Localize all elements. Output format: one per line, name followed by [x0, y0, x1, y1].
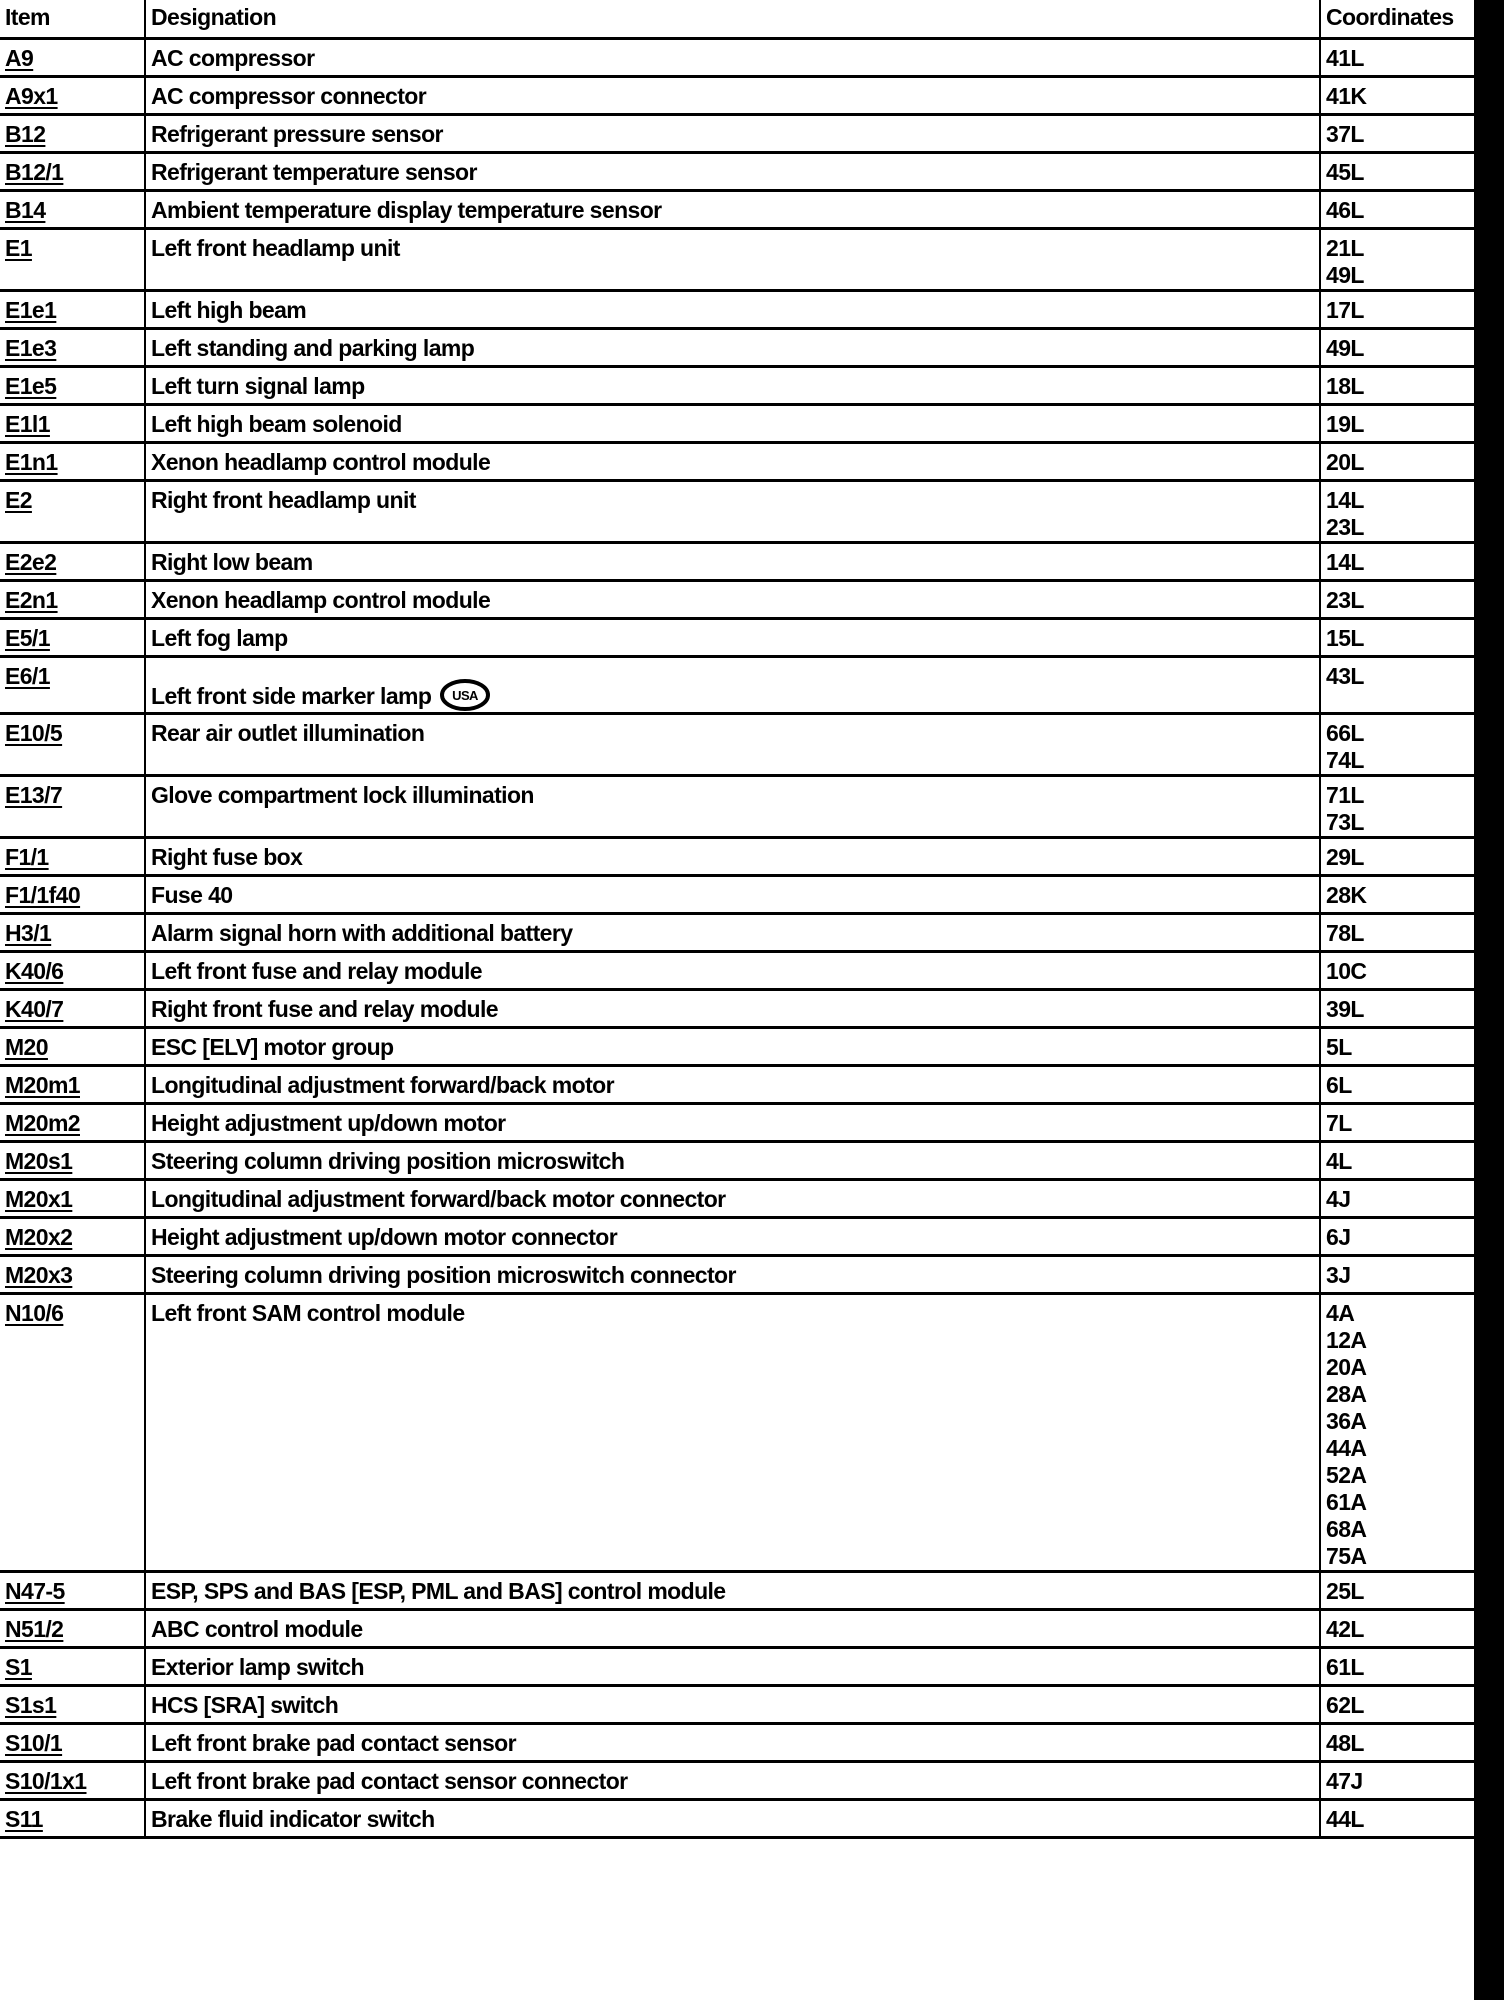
table-row — [0, 152, 1474, 190]
header-designation: Designation — [145, 0, 1320, 38]
item-cell — [0, 1685, 145, 1723]
item-cell — [0, 1103, 145, 1141]
table-row — [0, 542, 1474, 580]
coordinates-cell — [1320, 713, 1474, 775]
coordinates-cell — [1320, 366, 1474, 404]
header-coordinates: Coordinates — [1320, 0, 1474, 38]
designation-text: ABC control module — [151, 1615, 363, 1642]
table-row — [0, 1685, 1474, 1723]
coordinates-cell — [1320, 913, 1474, 951]
item-cell — [0, 190, 145, 228]
table-row — [0, 1609, 1474, 1647]
item-link[interactable]: E1e1 — [5, 296, 57, 323]
coordinate-value: 73L — [1326, 808, 1364, 835]
coordinates-cell — [1320, 1255, 1474, 1293]
table-row — [0, 442, 1474, 480]
coordinates-cell — [1320, 1685, 1474, 1723]
item-cell — [0, 1293, 145, 1571]
table-row — [0, 328, 1474, 366]
coordinates-cell — [1320, 1141, 1474, 1179]
coordinates-cell — [1320, 190, 1474, 228]
designation-cell — [145, 1799, 1320, 1837]
item-cell — [0, 875, 145, 913]
designation-text: Left front SAM control module — [151, 1299, 465, 1326]
coordinates-cell — [1320, 656, 1474, 713]
designation-cell — [145, 1293, 1320, 1571]
item-link[interactable]: E1l1 — [5, 410, 50, 437]
designation-text: Xenon headlamp control module — [151, 448, 491, 475]
coordinate-value: 14L — [1326, 486, 1364, 513]
designation-text: Left front brake pad contact sensor — [151, 1729, 516, 1756]
item-link[interactable]: E2n1 — [5, 586, 58, 613]
designation-cell — [145, 290, 1320, 328]
designation-cell — [145, 837, 1320, 875]
item-cell — [0, 580, 145, 618]
item-link[interactable]: M20s1 — [5, 1147, 73, 1174]
coordinates-cell — [1320, 1103, 1474, 1141]
coordinate-value: 74L — [1326, 746, 1364, 773]
coordinate-value: 25L — [1326, 1577, 1364, 1604]
designation-text: Xenon headlamp control module — [151, 586, 491, 613]
coordinate-value: 45L — [1326, 158, 1364, 185]
coordinate-value: 23L — [1326, 586, 1364, 613]
coordinate-value: 6J — [1326, 1223, 1351, 1250]
item-cell — [0, 290, 145, 328]
designation-text: Steering column driving position microswitch — [151, 1147, 625, 1174]
designation-text: Right front headlamp unit — [151, 486, 416, 513]
coordinate-value: 46L — [1326, 196, 1364, 223]
coordinate-value: 29L — [1326, 843, 1364, 870]
item-link[interactable]: K40/6 — [5, 957, 64, 984]
coordinates-cell — [1320, 1571, 1474, 1609]
table-row — [0, 1761, 1474, 1799]
coordinate-value: 61L — [1326, 1653, 1364, 1680]
coordinates-cell — [1320, 1027, 1474, 1065]
designation-cell — [145, 190, 1320, 228]
coordinate-value: 14L — [1326, 548, 1364, 575]
designation-text: Refrigerant temperature sensor — [151, 158, 477, 185]
designation-cell — [145, 366, 1320, 404]
designation-cell — [145, 1761, 1320, 1799]
item-cell — [0, 228, 145, 290]
coordinates-cell — [1320, 1647, 1474, 1685]
coordinate-value: 49L — [1326, 334, 1364, 361]
coordinate-value: 66L — [1326, 719, 1364, 746]
item-link[interactable]: M20x1 — [5, 1185, 73, 1212]
coordinate-value: 4A — [1326, 1299, 1355, 1326]
usa-version-icon — [439, 678, 491, 712]
table-row — [0, 1799, 1474, 1837]
coordinate-value: 37L — [1326, 120, 1364, 147]
item-link[interactable]: B12/1 — [5, 158, 64, 185]
coordinate-value: 3J — [1326, 1261, 1351, 1288]
designation-text: Left front side marker lamp — [151, 682, 432, 709]
item-link[interactable]: S10/1x1 — [5, 1767, 87, 1794]
designation-cell — [145, 1217, 1320, 1255]
coordinate-value: 21L — [1326, 234, 1364, 261]
coordinates-cell — [1320, 1293, 1474, 1571]
coordinate-value: 43L — [1326, 662, 1364, 689]
item-link[interactable]: N51/2 — [5, 1615, 64, 1642]
table-row — [0, 1723, 1474, 1761]
item-cell — [0, 1141, 145, 1179]
table-row — [0, 837, 1474, 875]
item-cell — [0, 480, 145, 542]
item-link[interactable]: N47-5 — [5, 1577, 65, 1604]
coordinates-cell — [1320, 38, 1474, 76]
coordinates-cell — [1320, 228, 1474, 290]
item-cell — [0, 1647, 145, 1685]
coordinate-value: 44L — [1326, 1805, 1364, 1832]
coordinate-value: 61A — [1326, 1488, 1367, 1515]
item-cell — [0, 1723, 145, 1761]
item-cell — [0, 152, 145, 190]
coordinates-cell — [1320, 442, 1474, 480]
designation-cell — [145, 580, 1320, 618]
item-cell — [0, 989, 145, 1027]
item-link[interactable]: E5/1 — [5, 624, 50, 651]
coordinate-value: 15L — [1326, 624, 1364, 651]
table-row — [0, 1027, 1474, 1065]
designation-text: Left front fuse and relay module — [151, 957, 482, 984]
designation-cell — [145, 775, 1320, 837]
table-row — [0, 913, 1474, 951]
designation-text: Left fog lamp — [151, 624, 288, 651]
coordinate-value: 39L — [1326, 995, 1364, 1022]
item-cell — [0, 1179, 145, 1217]
table-row — [0, 1647, 1474, 1685]
designation-cell — [145, 1141, 1320, 1179]
item-link[interactable]: E1e5 — [5, 372, 57, 399]
item-cell — [0, 1571, 145, 1609]
table-row — [0, 190, 1474, 228]
coordinate-value: 20A — [1326, 1353, 1367, 1380]
coordinates-cell — [1320, 480, 1474, 542]
table-row — [0, 1293, 1474, 1571]
designation-text: AC compressor connector — [151, 82, 427, 109]
item-link[interactable]: B12 — [5, 120, 46, 147]
coordinate-value: 71L — [1326, 781, 1364, 808]
coordinates-cell — [1320, 951, 1474, 989]
coordinates-cell — [1320, 1723, 1474, 1761]
coordinate-value: 78L — [1326, 919, 1364, 946]
designation-text: Alarm signal horn with additional battery — [151, 919, 573, 946]
item-link[interactable]: M20x3 — [5, 1261, 73, 1288]
coordinates-cell — [1320, 618, 1474, 656]
designation-cell — [145, 480, 1320, 542]
item-cell — [0, 328, 145, 366]
header-item: Item — [0, 0, 145, 38]
item-cell — [0, 1065, 145, 1103]
coordinates-cell — [1320, 837, 1474, 875]
item-link[interactable]: K40/7 — [5, 995, 64, 1022]
coordinates-cell — [1320, 989, 1474, 1027]
table-row — [0, 1065, 1474, 1103]
table-row — [0, 76, 1474, 114]
coordinate-value: 52A — [1326, 1461, 1367, 1488]
designation-text: Longitudinal adjustment forward/back motor connector — [151, 1185, 726, 1212]
designation-cell — [145, 1179, 1320, 1217]
table-body — [0, 38, 1474, 1837]
designation-text: Height adjustment up/down motor — [151, 1109, 506, 1136]
item-link[interactable]: A9 — [5, 44, 34, 71]
item-link[interactable]: H3/1 — [5, 919, 52, 946]
coordinates-cell — [1320, 1179, 1474, 1217]
table-row — [0, 480, 1474, 542]
item-link[interactable]: N10/6 — [5, 1299, 64, 1326]
coordinate-value: 4J — [1326, 1185, 1351, 1212]
item-cell — [0, 656, 145, 713]
designation-text: Left high beam solenoid — [151, 410, 402, 437]
item-link[interactable]: E1n1 — [5, 448, 58, 475]
designation-cell — [145, 656, 1320, 713]
coordinate-value: 7L — [1326, 1109, 1352, 1136]
coordinate-value: 68A — [1326, 1515, 1367, 1542]
designation-text: Ambient temperature display temperature sensor — [151, 196, 662, 223]
item-cell — [0, 114, 145, 152]
item-cell — [0, 618, 145, 656]
coordinates-cell — [1320, 1761, 1474, 1799]
designation-text: Fuse 40 — [151, 881, 233, 908]
designation-text: ESP, SPS and BAS [ESP, PML and BAS] control module — [151, 1577, 726, 1604]
table-row — [0, 875, 1474, 913]
item-link[interactable]: B14 — [5, 196, 46, 223]
coordinate-value: 20L — [1326, 448, 1364, 475]
coordinate-value: 49L — [1326, 261, 1364, 288]
item-cell — [0, 404, 145, 442]
table-row — [0, 404, 1474, 442]
item-link[interactable]: E1 — [5, 234, 32, 261]
designation-text: Glove compartment lock illumination — [151, 781, 534, 808]
table-row — [0, 713, 1474, 775]
item-cell — [0, 1027, 145, 1065]
designation-cell — [145, 1027, 1320, 1065]
coordinate-value: 44A — [1326, 1434, 1367, 1461]
item-link[interactable]: F1/1f40 — [5, 881, 81, 908]
item-link[interactable]: S1s1 — [5, 1691, 57, 1718]
usa-badge-label: USA — [452, 687, 479, 703]
coordinates-cell — [1320, 580, 1474, 618]
coordinate-value: 17L — [1326, 296, 1364, 323]
designation-cell — [145, 152, 1320, 190]
coordinate-value: 6L — [1326, 1071, 1352, 1098]
coordinates-cell — [1320, 1217, 1474, 1255]
designation-cell — [145, 1723, 1320, 1761]
coordinates-cell — [1320, 1609, 1474, 1647]
designation-text: Height adjustment up/down motor connector — [151, 1223, 618, 1250]
designation-cell — [145, 1609, 1320, 1647]
coordinates-cell — [1320, 114, 1474, 152]
coordinate-value: 36A — [1326, 1407, 1367, 1434]
item-cell — [0, 1609, 145, 1647]
designation-cell — [145, 951, 1320, 989]
coordinates-cell — [1320, 1799, 1474, 1837]
designation-text: Longitudinal adjustment forward/back motor — [151, 1071, 614, 1098]
coordinates-cell — [1320, 775, 1474, 837]
coordinate-value: 41L — [1326, 44, 1364, 71]
coordinates-cell — [1320, 875, 1474, 913]
item-cell — [0, 951, 145, 989]
coordinate-value: 28K — [1326, 881, 1367, 908]
designation-cell — [145, 1571, 1320, 1609]
page-edge-bar — [1474, 0, 1504, 2000]
coordinates-cell — [1320, 542, 1474, 580]
designation-cell — [145, 618, 1320, 656]
item-cell — [0, 366, 145, 404]
item-link[interactable]: S11 — [5, 1805, 43, 1832]
item-link[interactable]: E6/1 — [5, 662, 50, 689]
item-link[interactable]: F1/1 — [5, 843, 49, 870]
coordinates-cell — [1320, 76, 1474, 114]
designation-cell — [145, 404, 1320, 442]
designation-cell — [145, 38, 1320, 76]
coordinate-value: 5L — [1326, 1033, 1352, 1060]
designation-text: Steering column driving position microswitch connector — [151, 1261, 736, 1288]
item-cell — [0, 775, 145, 837]
item-cell — [0, 913, 145, 951]
designation-text: Brake fluid indicator switch — [151, 1805, 435, 1832]
coordinates-cell — [1320, 290, 1474, 328]
table-row — [0, 228, 1474, 290]
designation-text: Left high beam — [151, 296, 307, 323]
table-row — [0, 580, 1474, 618]
designation-cell — [145, 1065, 1320, 1103]
table-row — [0, 1179, 1474, 1217]
item-link[interactable]: E2 — [5, 486, 32, 513]
item-link[interactable]: M20m1 — [5, 1071, 80, 1098]
coordinate-value: 28A — [1326, 1380, 1367, 1407]
table-row — [0, 1141, 1474, 1179]
designation-cell — [145, 913, 1320, 951]
designation-text: Rear air outlet illumination — [151, 719, 425, 746]
designation-text: Left standing and parking lamp — [151, 334, 475, 361]
designation-text: ESC [ELV] motor group — [151, 1033, 394, 1060]
coordinate-value: 48L — [1326, 1729, 1364, 1756]
designation-text: Left front brake pad contact sensor connector — [151, 1767, 628, 1794]
designation-text: Right fuse box — [151, 843, 303, 870]
coordinates-cell — [1320, 404, 1474, 442]
designation-text: Right low beam — [151, 548, 313, 575]
table-row — [0, 775, 1474, 837]
coordinate-value: 23L — [1326, 513, 1364, 540]
item-cell — [0, 837, 145, 875]
item-link[interactable]: E1e3 — [5, 334, 57, 361]
designation-cell — [145, 228, 1320, 290]
coordinate-value: 4L — [1326, 1147, 1352, 1174]
designation-text: Left front headlamp unit — [151, 234, 400, 261]
designation-text: Exterior lamp switch — [151, 1653, 364, 1680]
designation-text: AC compressor — [151, 44, 315, 71]
coordinate-value: 19L — [1326, 410, 1364, 437]
item-cell — [0, 1255, 145, 1293]
table-row — [0, 656, 1474, 713]
item-link[interactable]: E13/7 — [5, 781, 63, 808]
designation-cell — [145, 713, 1320, 775]
table-row — [0, 366, 1474, 404]
coordinate-value: 41K — [1326, 82, 1367, 109]
designation-cell — [145, 1255, 1320, 1293]
coordinate-value: 18L — [1326, 372, 1364, 399]
item-cell — [0, 713, 145, 775]
item-link[interactable]: A9x1 — [5, 82, 58, 109]
coordinate-value: 47J — [1326, 1767, 1363, 1794]
designation-text: Left turn signal lamp — [151, 372, 365, 399]
item-link[interactable]: S10/1 — [5, 1729, 63, 1756]
item-link[interactable]: M20m2 — [5, 1109, 80, 1136]
coordinate-value: 75A — [1326, 1542, 1367, 1569]
designation-cell — [145, 76, 1320, 114]
table-row — [0, 618, 1474, 656]
coordinate-value: 10C — [1326, 957, 1367, 984]
item-link[interactable]: S1 — [5, 1653, 32, 1680]
item-link[interactable]: M20 — [5, 1033, 48, 1060]
item-cell — [0, 442, 145, 480]
coordinates-cell — [1320, 152, 1474, 190]
designation-cell — [145, 1685, 1320, 1723]
designation-cell — [145, 114, 1320, 152]
designation-cell — [145, 1647, 1320, 1685]
header-row — [0, 0, 1474, 38]
item-link[interactable]: M20x2 — [5, 1223, 73, 1250]
coordinate-value: 12A — [1326, 1326, 1367, 1353]
coordinates-cell — [1320, 1065, 1474, 1103]
table-row — [0, 989, 1474, 1027]
designation-cell — [145, 989, 1320, 1027]
table-row — [0, 114, 1474, 152]
table-row — [0, 1571, 1474, 1609]
item-cell — [0, 1761, 145, 1799]
table-row — [0, 38, 1474, 76]
item-link[interactable]: E10/5 — [5, 719, 63, 746]
designation-cell — [145, 875, 1320, 913]
item-cell — [0, 76, 145, 114]
coordinate-value: 62L — [1326, 1691, 1364, 1718]
designation-cell — [145, 542, 1320, 580]
table-row — [0, 1103, 1474, 1141]
item-link[interactable]: E2e2 — [5, 548, 57, 575]
table-row — [0, 1255, 1474, 1293]
coordinate-value: 42L — [1326, 1615, 1364, 1642]
designation-text: Right front fuse and relay module — [151, 995, 498, 1022]
designation-text: HCS [SRA] switch — [151, 1691, 339, 1718]
designation-cell — [145, 1103, 1320, 1141]
item-cell — [0, 1799, 145, 1837]
table-row — [0, 1217, 1474, 1255]
item-cell — [0, 1217, 145, 1255]
table-row — [0, 951, 1474, 989]
item-cell — [0, 38, 145, 76]
table-row — [0, 290, 1474, 328]
designation-cell — [145, 442, 1320, 480]
item-cell — [0, 542, 145, 580]
designation-text: Refrigerant pressure sensor — [151, 120, 443, 147]
coordinates-cell — [1320, 328, 1474, 366]
designation-cell — [145, 328, 1320, 366]
